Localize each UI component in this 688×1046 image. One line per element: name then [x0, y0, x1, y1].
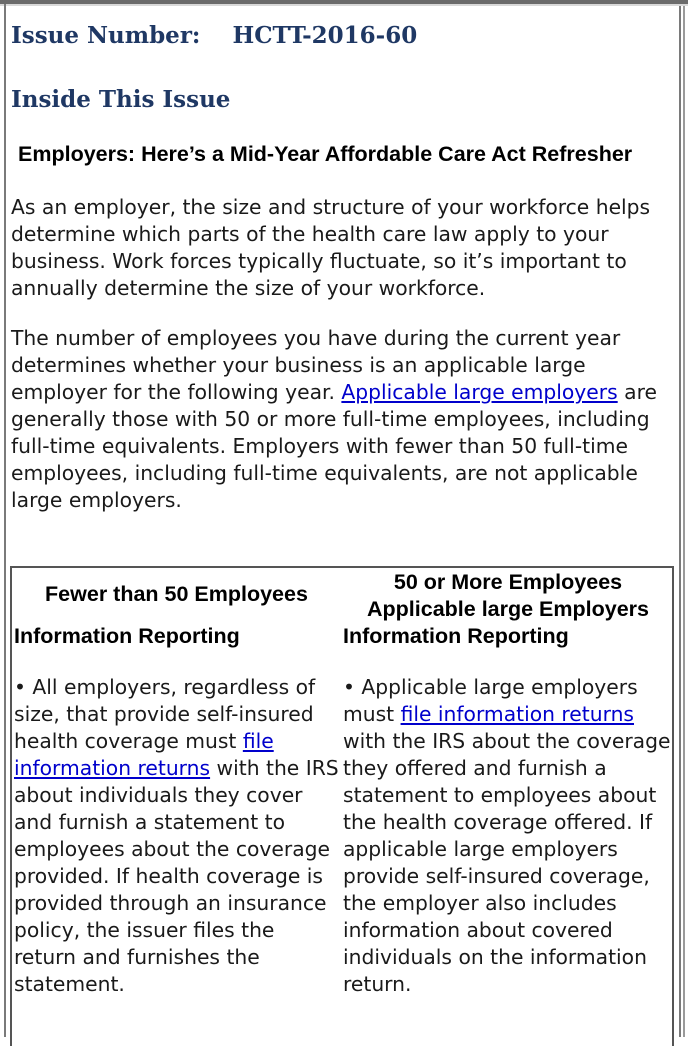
applicable-large-employers-link[interactable]: Applicable large employers [341, 380, 618, 404]
comparison-table [10, 566, 674, 1046]
column-heading-line-2: Applicable large Employers [367, 597, 649, 621]
issue-number-value: HCTT-2016-60 [232, 22, 418, 49]
file-information-returns-link-left[interactable]: file information returns [14, 729, 274, 780]
issue-number-label: Issue Number: [11, 22, 201, 49]
column-subheading-right: Information Reporting [343, 624, 569, 648]
left-body-text-start: • All employers, regardless of size, that provide self-insured health coverage must [14, 675, 316, 753]
table-column-fewer-than-50 [14, 568, 339, 998]
file-information-returns-link-right[interactable]: file information returns [400, 702, 634, 726]
paragraph-2-text-start: The number of employees you have during the current year determines whether your business is an applicable large employer for the following year. [11, 326, 621, 404]
article-paragraph-2 [11, 325, 679, 514]
column-heading-fewer-than-50: Fewer than 50 Employees [45, 582, 308, 606]
column-heading-50-or-more [343, 569, 673, 623]
article-title: Employers: Here’s a Mid-Year Affordable Care Act Refresher [18, 142, 633, 166]
top-border-inner [0, 4, 688, 6]
paragraph-2-text-end: are generally those with 50 or more full-time employees, including full-time equivalents. Employers with fewer than 50 full-time employees, including full-time equivalents, are not applicable large employers. [11, 380, 657, 512]
table-column-50-or-more [343, 568, 673, 998]
article-paragraph-1: As an employer, the size and structure of your workforce helps determine which parts of the health care law apply to your business. Work forces typically fluctuate, so it’s important to annually determine the size of your workforce. [11, 195, 651, 300]
issue-number [11, 22, 417, 49]
right-body-text-start: • Applicable large employers must [343, 675, 638, 726]
column-body-left [14, 674, 339, 998]
left-body-text-end: with the IRS about individuals they cover and furnish a statement to employees about the coverage provided. If health coverage is provided through an insurance policy, the issuer files the return and furnishes the statement. [14, 756, 339, 996]
column-subheading-left: Information Reporting [14, 624, 240, 648]
column-heading-line-1: 50 or More Employees [393, 570, 623, 594]
right-border-inner [683, 6, 685, 1037]
left-border [4, 4, 6, 1037]
right-body-text-end: with the IRS about the coverage they offered and furnish a statement to employees about the health coverage offered. If applicable large employers provide self-insured coverage, the employer also includes information about covered individuals on the information return. [343, 729, 671, 996]
right-border [679, 6, 681, 1037]
column-body-right [343, 674, 673, 998]
inside-this-issue-heading: Inside This Issue [11, 86, 231, 113]
